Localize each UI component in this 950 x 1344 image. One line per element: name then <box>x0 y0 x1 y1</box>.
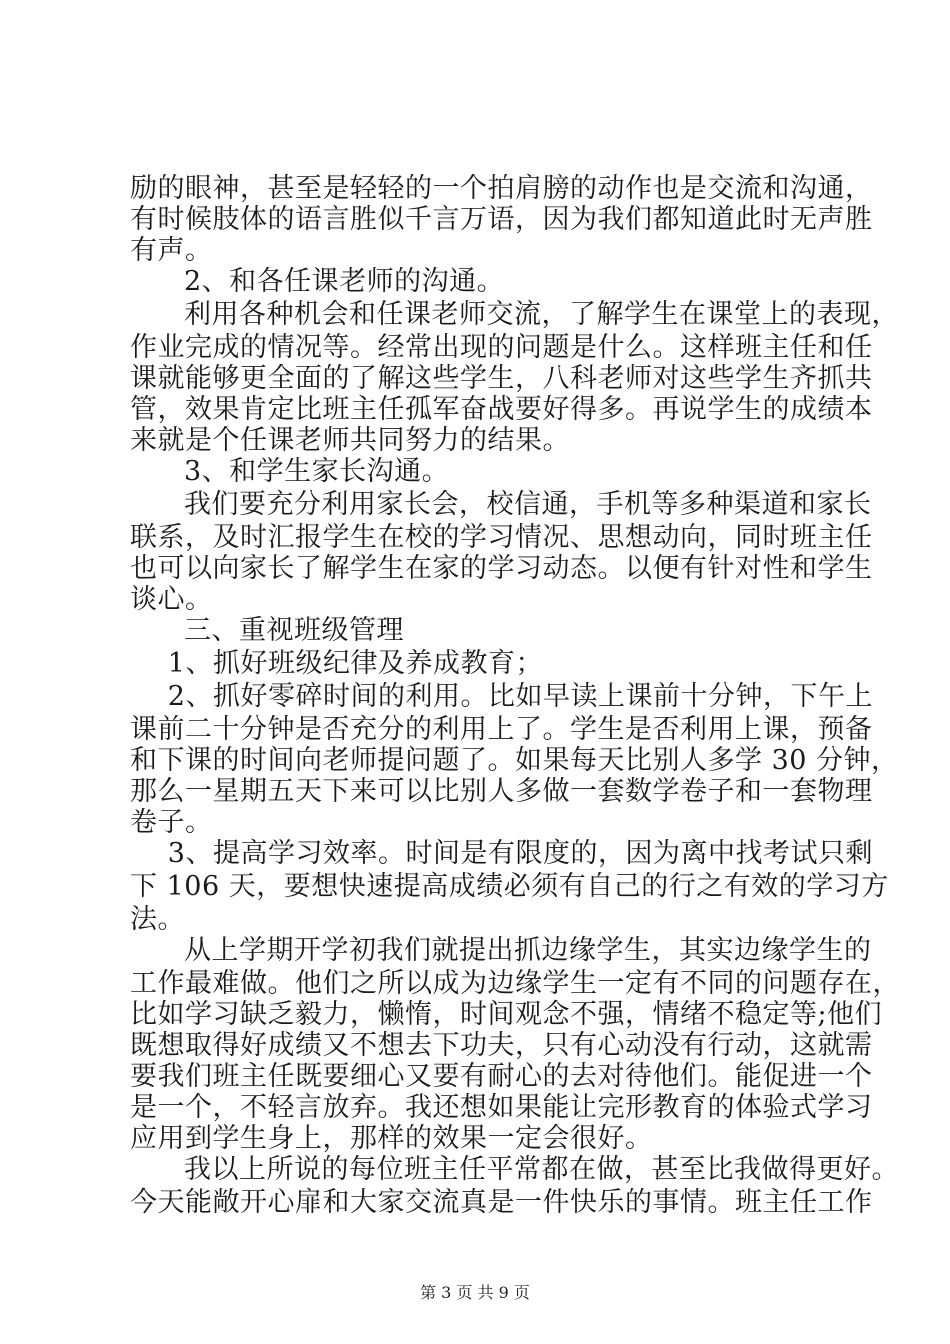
text-line: 三、重视班级管理 <box>184 615 404 646</box>
text-line: 应用到学生身上，那样的效果一定会很好。 <box>130 1123 653 1154</box>
text-line: 下 106 天，要想快速提高成绩必须有自己的行之有效的学习方 <box>130 871 889 902</box>
text-line: 课前二十分钟是否充分的利用上了。学生是否利用上课，预备 <box>130 714 873 745</box>
text-line: 我以上所说的每位班主任平常都在做，甚至比我做得更好。 <box>184 1154 899 1185</box>
text-line: 1、抓好班级纪律及养成教育； <box>167 648 543 679</box>
text-line: 既想取得好成绩又不想去下功夫，只有心动没有行动，这就需 <box>130 1030 873 1061</box>
text-line: 利用各种机会和任课老师交流，了解学生在课堂上的表现， <box>184 299 899 330</box>
text-line: 和下课的时间向老师提问题了。如果每天比别人多学 30 分钟， <box>130 745 899 776</box>
text-line: 要我们班主任既要细心又要有耐心的去对待他们。能促进一个 <box>130 1061 873 1092</box>
text-line: 作业完成的情况等。经常出现的问题是什么。这样班主任和任 <box>130 332 873 363</box>
text-line: 卷子。 <box>130 807 213 838</box>
text-line: 工作最难做。他们之所以成为边缘学生一定有不同的问题存在， <box>130 968 900 999</box>
text-line: 比如学习缺乏毅力，懒惰，时间观念不强，情绪不稳定等;他们 <box>130 999 883 1030</box>
text-line: 课就能够更全面的了解这些学生，八科老师对这些学生齐抓共 <box>130 363 873 394</box>
text-line: 来就是个任课老师共同努力的结果。 <box>130 425 570 456</box>
text-line: 3、提高学习效率。时间是有限度的，因为离中找考试只剩 <box>167 838 873 869</box>
text-line: 也可以向家长了解学生在家的学习动态。以便有针对性和学生 <box>130 553 873 584</box>
text-line: 励的眼神，甚至是轻轻的一个拍肩膀的动作也是交流和沟通， <box>130 173 873 204</box>
text-line: 3、和学生家长沟通。 <box>184 456 450 487</box>
text-line: 从上学期开学初我们就提出抓边缘学生，其实边缘学生的 <box>184 935 872 966</box>
text-line: 是一个，不轻言放弃。我还想如果能让完形教育的体验式学习 <box>130 1092 873 1123</box>
text-line: 有时候肢体的语言胜似千言万语，因为我们都知道此时无声胜 <box>130 204 873 235</box>
text-line: 2、和各任课老师的沟通。 <box>184 266 505 297</box>
page-footer <box>0 1283 950 1303</box>
text-line: 有声。 <box>130 235 213 266</box>
text-line: 我们要充分利用家长会，校信通，手机等多种渠道和家长 <box>184 489 872 520</box>
text-line: 那么一星期五天下来可以比别人多做一套数学卷子和一套物理 <box>130 776 873 807</box>
text-line: 2、抓好零碎时间的利用。比如早读上课前十分钟，下午上 <box>167 681 873 712</box>
text-line: 谈心。 <box>130 584 213 615</box>
page-number: 第 3 页 共 9 页 <box>420 1283 530 1302</box>
text-line: 法。 <box>130 904 185 935</box>
text-line: 管，效果肯定比班主任孤军奋战要好得多。再说学生的成绩本 <box>130 394 873 425</box>
text-line: 联系，及时汇报学生在校的学习情况、思想动向，同时班主任 <box>130 522 873 553</box>
text-line: 今天能敞开心扉和大家交流真是一件快乐的事情。班主任工作 <box>130 1187 873 1218</box>
